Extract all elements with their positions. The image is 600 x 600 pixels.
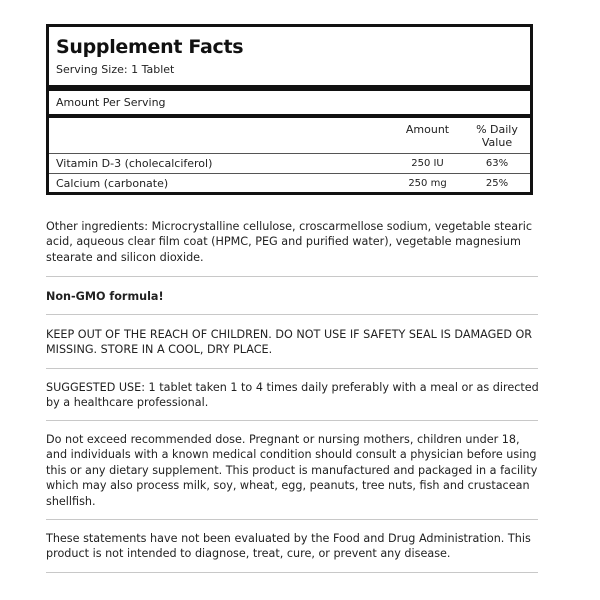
warning-statement: KEEP OUT OF THE REACH OF CHILDREN. DO NOT USE IF SAFETY SEAL IS DAMAGED OR MISSING. STORE IN A COOL, DRY PLACE.	[46, 328, 533, 357]
suggested-use: SUGGESTED USE: 1 tablet taken 1 to 4 times daily preferably with a meal or as directed by a healthcare professional.	[46, 381, 539, 410]
supplement-facts-panel	[46, 24, 533, 195]
serving-size: Serving Size: 1 Tablet	[56, 63, 175, 76]
nutrient-name: Vitamin D-3 (cholecalciferol)	[56, 157, 213, 170]
section-divider	[46, 420, 538, 421]
fda-disclaimer: These statements have not been evaluated by the Food and Drug Administration. This product is not intended to diagnose, treat, cure, or prevent any disease.	[46, 532, 531, 561]
thick-divider	[49, 85, 530, 91]
section-divider	[46, 519, 538, 520]
medium-divider	[49, 114, 530, 118]
daily-value-header-line2: Value	[481, 136, 513, 149]
section-divider	[46, 314, 538, 315]
daily-value-header-line1: % Daily	[476, 123, 518, 136]
panel-title: Supplement Facts	[56, 36, 244, 58]
daily-value-column-header	[467, 123, 527, 149]
section-divider	[46, 368, 538, 369]
amount-column-header: Amount	[405, 123, 450, 136]
nutrient-daily-value: 63%	[485, 158, 509, 169]
nutrient-name: Calcium (carbonate)	[56, 177, 169, 190]
caution-statement: Do not exceed recommended dose. Pregnant or nursing mothers, children under 18, and individuals with a known medical condition should consult a physician before using this or any dietary supplement. This product is manufactured and packaged in a facility which may also process milk, soy, wheat, egg, peanuts, tree nuts, fish and crustacean shellfish.	[46, 433, 538, 508]
nutrient-daily-value: 25%	[485, 178, 509, 189]
other-ingredients: Other ingredients: Microcrystalline cellulose, croscarmellose sodium, vegetable stearic acid, aqueous clear film coat (HPMC, PEG and purified water), vegetable magnesium stearate and silicon dioxide.	[46, 220, 532, 264]
nutrient-row	[49, 173, 530, 194]
amount-per-serving: Amount Per Serving	[56, 96, 166, 109]
nutrient-amount: 250 IU	[411, 158, 444, 169]
section-divider	[46, 572, 538, 573]
nutrient-amount: 250 mg	[408, 178, 447, 189]
non-gmo-statement: Non-GMO formula!	[46, 290, 164, 303]
section-divider	[46, 276, 538, 277]
nutrient-row	[49, 153, 530, 174]
